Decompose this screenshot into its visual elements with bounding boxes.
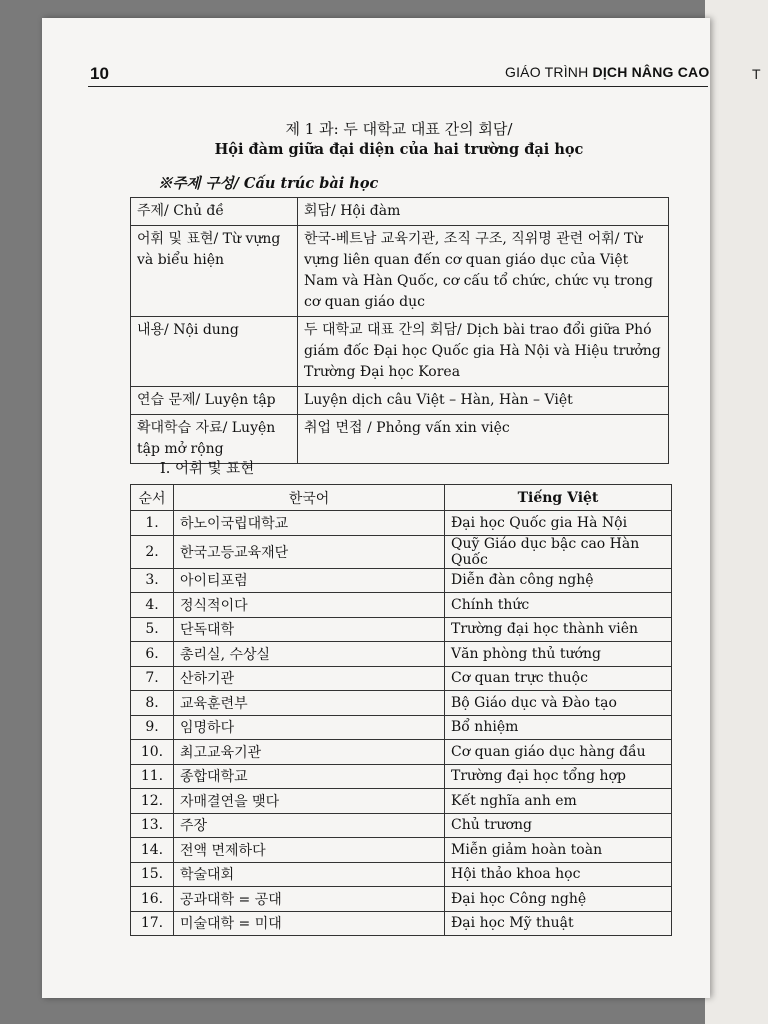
table-row	[131, 715, 672, 740]
vocab-order: 1.	[131, 511, 174, 536]
structure-label: 주제/ Chủ đề	[131, 198, 298, 226]
vocab-korean: 교육훈련부	[174, 691, 445, 716]
running-head-prefix: GIÁO TRÌNH	[505, 64, 593, 80]
vocab-order: 4.	[131, 593, 174, 618]
table-row	[131, 862, 672, 887]
structure-content: 두 대학교 대표 간의 회담/ Dịch bài trao đổi giữa Phó giám đốc Đại học Quốc gia Hà Nội và Hiệu trưởng Trường Đại học Korea	[298, 317, 669, 387]
vocab-korean: 종합대학교	[174, 764, 445, 789]
vocab-korean: 아이티포럼	[174, 568, 445, 593]
vocab-order: 5.	[131, 617, 174, 642]
vocab-order: 14.	[131, 838, 174, 863]
structure-heading: ※주제 구성/ Cấu trúc bài học	[158, 175, 379, 192]
table-row	[131, 617, 672, 642]
vocab-vietnamese: Trường đại học thành viên	[445, 617, 672, 642]
vocab-vietnamese: Chủ trương	[445, 813, 672, 838]
col-header-order: 순서	[131, 485, 174, 511]
structure-label: 연습 문제/ Luyện tập	[131, 387, 298, 415]
vocab-vietnamese: Văn phòng thủ tướng	[445, 642, 672, 667]
vocab-order: 10.	[131, 740, 174, 765]
vocab-vietnamese: Hội thảo khoa học	[445, 862, 672, 887]
vocab-korean: 학술대회	[174, 862, 445, 887]
vocab-vietnamese: Chính thức	[445, 593, 672, 618]
vocab-order: 8.	[131, 691, 174, 716]
vocab-order: 9.	[131, 715, 174, 740]
table-row	[131, 535, 672, 568]
facing-page-header-fragment: T	[752, 66, 761, 82]
vocab-order: 15.	[131, 862, 174, 887]
table-row	[131, 666, 672, 691]
vocab-vietnamese: Quỹ Giáo dục bậc cao Hàn Quốc	[445, 535, 672, 568]
structure-content: 취업 면접 / Phỏng vấn xin việc	[298, 415, 669, 464]
table-row	[131, 568, 672, 593]
col-header-korean: 한국어	[174, 485, 445, 511]
vocab-order: 12.	[131, 789, 174, 814]
vocab-vietnamese: Cơ quan trực thuộc	[445, 666, 672, 691]
vocab-korean: 산하기관	[174, 666, 445, 691]
vocab-vietnamese: Miễn giảm hoàn toàn	[445, 838, 672, 863]
vocab-vietnamese: Đại học Công nghệ	[445, 887, 672, 912]
vocab-order: 2.	[131, 535, 174, 568]
structure-label: 어휘 및 표현/ Từ vựng và biểu hiện	[131, 226, 298, 317]
vocab-korean: 단독대학	[174, 617, 445, 642]
vocab-order: 17.	[131, 911, 174, 936]
structure-row	[131, 387, 669, 415]
vocab-vietnamese: Trường đại học tổng hợp	[445, 764, 672, 789]
structure-row	[131, 198, 669, 226]
structure-label: 확대학습 자료/ Luyện tập mở rộng	[131, 415, 298, 464]
page-number: 10	[90, 64, 109, 83]
vocab-korean: 최고교육기관	[174, 740, 445, 765]
lesson-title-vietnamese: Hội đàm giữa đại diện của hai trường đại học	[214, 141, 584, 158]
vocab-korean: 전액 면제하다	[174, 838, 445, 863]
vocab-order: 16.	[131, 887, 174, 912]
vocab-korean: 자매결연을 맺다	[174, 789, 445, 814]
table-row	[131, 511, 672, 536]
lesson-structure-table	[130, 197, 669, 464]
vocab-section-title: I. 어휘 및 표현	[160, 461, 255, 477]
vocab-order: 6.	[131, 642, 174, 667]
vocab-vietnamese: Bổ nhiệm	[445, 715, 672, 740]
vocab-vietnamese: Đại học Mỹ thuật	[445, 911, 672, 936]
running-head-bold: DỊCH NÂNG CAO	[592, 64, 710, 80]
table-row	[131, 764, 672, 789]
vocab-korean: 임명하다	[174, 715, 445, 740]
structure-content: 한국-베트남 교육기관, 조직 구조, 직위명 관련 어휘/ Từ vựng liên quan đến cơ quan giáo dục của Việt Nam và Hàn Quốc, cơ cấu tổ chức, chức vụ trong cơ quan giáo dục	[298, 226, 669, 317]
vocab-korean: 하노이국립대학교	[174, 511, 445, 536]
vocab-korean: 공과대학 = 공대	[174, 887, 445, 912]
structure-row	[131, 226, 669, 317]
table-row	[131, 789, 672, 814]
vocab-korean: 정식적이다	[174, 593, 445, 618]
vocab-korean: 한국고등교육재단	[174, 535, 445, 568]
lesson-title-korean: 제 1 과: 두 대학교 대표 간의 회담/	[285, 120, 513, 138]
structure-content: Luyện dịch câu Việt – Hàn, Hàn – Việt	[298, 387, 669, 415]
structure-content: 회담/ Hội đàm	[298, 198, 669, 226]
running-head	[505, 64, 709, 80]
vocabulary-table	[130, 484, 672, 936]
table-row	[131, 813, 672, 838]
table-row	[131, 691, 672, 716]
col-header-vietnamese: Tiếng Việt	[445, 485, 672, 511]
table-row	[131, 740, 672, 765]
table-row	[131, 642, 672, 667]
vocab-vietnamese: Đại học Quốc gia Hà Nội	[445, 511, 672, 536]
table-row	[131, 911, 672, 936]
table-row	[131, 838, 672, 863]
vocab-vietnamese: Bộ Giáo dục và Đào tạo	[445, 691, 672, 716]
vocab-vietnamese: Cơ quan giáo dục hàng đầu	[445, 740, 672, 765]
vocab-order: 13.	[131, 813, 174, 838]
vocab-korean: 주장	[174, 813, 445, 838]
vocab-vietnamese: Diễn đàn công nghệ	[445, 568, 672, 593]
vocab-vietnamese: Kết nghĩa anh em	[445, 789, 672, 814]
structure-row	[131, 317, 669, 387]
vocab-header-row	[131, 485, 672, 511]
structure-label: 내용/ Nội dung	[131, 317, 298, 387]
table-row	[131, 887, 672, 912]
vocab-order: 11.	[131, 764, 174, 789]
vocab-korean: 총리실, 수상실	[174, 642, 445, 667]
vocab-korean: 미술대학 = 미대	[174, 911, 445, 936]
vocab-order: 3.	[131, 568, 174, 593]
table-row	[131, 593, 672, 618]
vocab-order: 7.	[131, 666, 174, 691]
header-rule	[88, 86, 708, 87]
